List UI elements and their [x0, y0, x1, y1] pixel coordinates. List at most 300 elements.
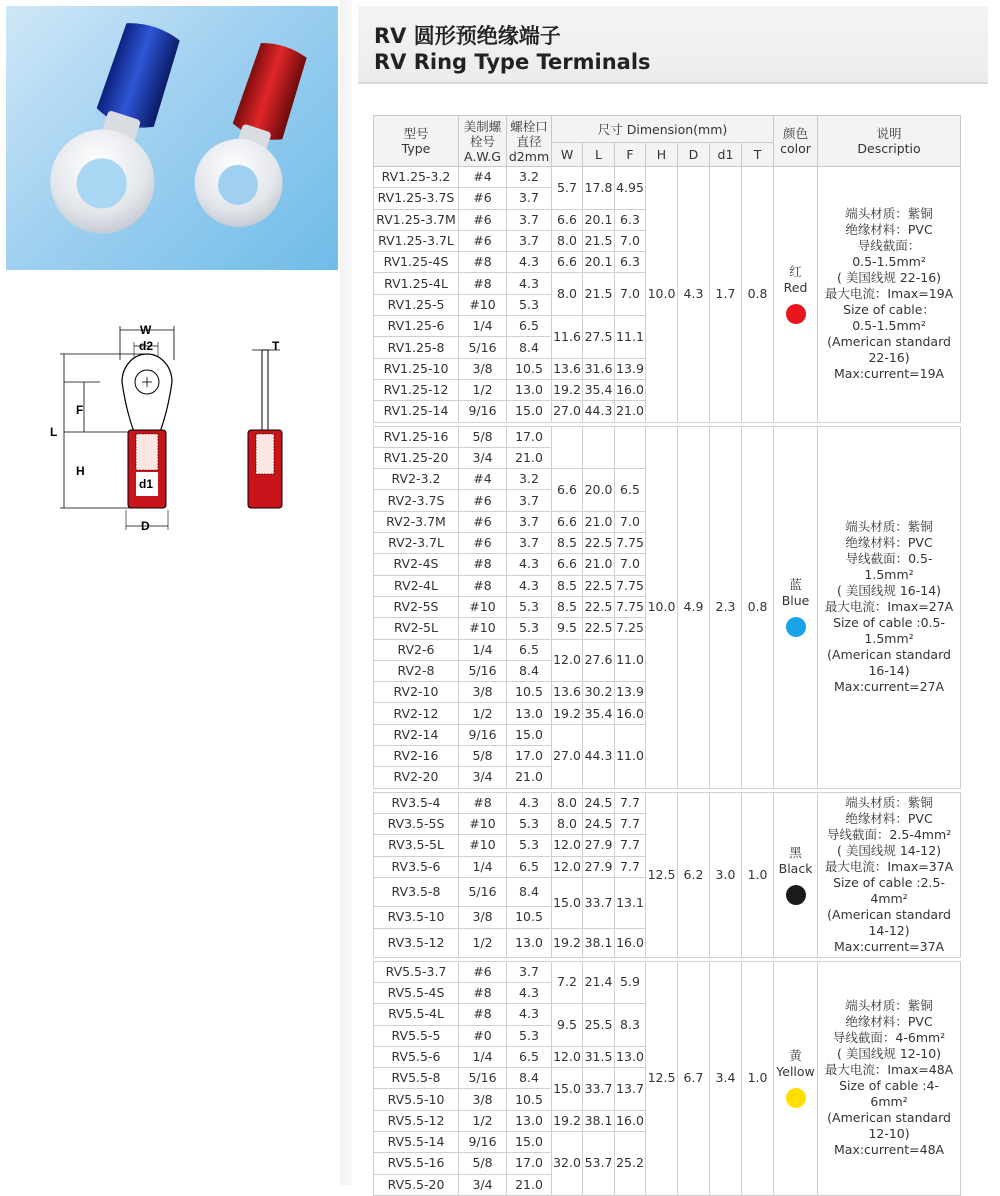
- cell-type: RV3.5-5L: [374, 835, 459, 856]
- cell-l: 22.5: [583, 575, 615, 596]
- cell-w: 8.0: [552, 230, 583, 251]
- description-line: 导线截面：: [857, 238, 921, 254]
- cell-l: [583, 426, 615, 469]
- cell-d2: 3.7: [507, 188, 552, 209]
- cell-type: RV1.25-3.7L: [374, 230, 459, 251]
- cell-d2: 6.5: [507, 1046, 552, 1067]
- header-w: W: [552, 143, 583, 167]
- cell-awg: #0: [459, 1025, 507, 1046]
- description-line: 绝缘材料：PVC: [845, 1014, 933, 1030]
- cell-awg: 3/8: [459, 358, 507, 379]
- cell-d: 6.7: [678, 961, 710, 1195]
- cell-f: 6.3: [615, 209, 646, 230]
- cell-f: 13.9: [615, 358, 646, 379]
- dim-label-w: W: [140, 323, 152, 337]
- dim-label-d1: d1: [139, 477, 154, 491]
- cell-d2: 10.5: [507, 1089, 552, 1110]
- cell-w: 27.0: [552, 401, 583, 422]
- cell-w: 7.2: [552, 961, 583, 1004]
- cell-f: 7.7: [615, 835, 646, 856]
- cell-l: 30.2: [583, 682, 615, 703]
- cell-type: RV5.5-8: [374, 1068, 459, 1089]
- cell-awg: 5/16: [459, 1068, 507, 1089]
- cell-type: RV3.5-4: [374, 792, 459, 813]
- cell-l: 24.5: [583, 792, 615, 813]
- cell-type: RV1.25-4L: [374, 273, 459, 294]
- cell-d2: 5.3: [507, 294, 552, 315]
- product-photo: [6, 6, 338, 270]
- cell-f: 7.75: [615, 596, 646, 617]
- cell-awg: #8: [459, 273, 507, 294]
- dim-label-l: L: [50, 425, 58, 439]
- cell-type: RV2-3.2: [374, 469, 459, 490]
- cell-w: 9.5: [552, 1004, 583, 1047]
- cell-d2: 3.2: [507, 469, 552, 490]
- cell-d2: 6.5: [507, 856, 552, 877]
- header-description: [818, 116, 961, 167]
- cell-d2: 5.3: [507, 1025, 552, 1046]
- cell-f: 13.7: [615, 1068, 646, 1111]
- cell-awg: 1/2: [459, 379, 507, 400]
- cell-f: 25.2: [615, 1131, 646, 1195]
- cell-type: RV1.25-3.7S: [374, 188, 459, 209]
- cell-awg: 3/8: [459, 907, 507, 928]
- cell-awg: 3/4: [459, 767, 507, 788]
- cell-type: RV3.5-5S: [374, 813, 459, 834]
- description-line: 导线截面：4-6mm²: [832, 1030, 946, 1046]
- page-header: [358, 6, 988, 84]
- cell-t: 0.8: [742, 167, 774, 423]
- description-line: 绝缘材料：PVC: [845, 810, 933, 826]
- cell-awg: #8: [459, 554, 507, 575]
- cell-awg: 5/8: [459, 746, 507, 767]
- cell-awg: 3/8: [459, 682, 507, 703]
- cell-l: 38.1: [583, 1110, 615, 1131]
- cell-type: RV2-4L: [374, 575, 459, 596]
- cell-w: 27.0: [552, 724, 583, 788]
- header-t: T: [742, 143, 774, 167]
- cell-w: 19.2: [552, 379, 583, 400]
- cell-w: 15.0: [552, 1068, 583, 1111]
- cell-d2: 4.3: [507, 1004, 552, 1025]
- cell-type: RV5.5-4S: [374, 982, 459, 1003]
- description-line: (American standard: [827, 1110, 951, 1126]
- color-swatch-icon: [786, 617, 806, 637]
- cell-l: 21.5: [583, 273, 615, 316]
- cell-l: 44.3: [583, 724, 615, 788]
- cell-type: RV1.25-4S: [374, 252, 459, 273]
- cell-type: RV5.5-14: [374, 1131, 459, 1152]
- header-d2-cn1: 螺栓口: [510, 118, 548, 134]
- cell-l: 53.7: [583, 1131, 615, 1195]
- cell-type: RV3.5-12: [374, 928, 459, 957]
- cell-f: 6.3: [615, 252, 646, 273]
- cell-d2: 13.0: [507, 379, 552, 400]
- cell-d2: 4.3: [507, 252, 552, 273]
- cell-w: 9.5: [552, 618, 583, 639]
- cell-f: 4.95: [615, 167, 646, 210]
- cell-t: 1.0: [742, 792, 774, 957]
- cell-l: 33.7: [583, 1068, 615, 1111]
- description-line: Max:current=19A: [834, 366, 945, 382]
- description-line: (American standard: [827, 334, 951, 350]
- header-type: [374, 116, 459, 167]
- description-line: 导线截面：2.5-4mm²: [826, 826, 952, 842]
- cell-d2: 3.7: [507, 511, 552, 532]
- description-line: 12-10): [868, 1126, 910, 1142]
- cell-l: 25.5: [583, 1004, 615, 1047]
- cell-w: 6.6: [552, 252, 583, 273]
- cell-f: 13.0: [615, 1046, 646, 1067]
- cell-awg: 5/16: [459, 337, 507, 358]
- cell-awg: 1/2: [459, 1110, 507, 1131]
- description-line: 4mm²: [870, 890, 908, 906]
- cell-type: RV2-10: [374, 682, 459, 703]
- cell-d2: 3.2: [507, 167, 552, 188]
- description-line: 最大电流：Imax=27A: [824, 599, 954, 615]
- cell-f: 13.9: [615, 682, 646, 703]
- cell-l: 21.0: [583, 554, 615, 575]
- cell-d: 4.3: [678, 167, 710, 423]
- title-english: RV Ring Type Terminals: [374, 50, 651, 74]
- cell-d2: 17.0: [507, 426, 552, 447]
- cell-type: RV3.5-10: [374, 907, 459, 928]
- column-divider: [340, 0, 352, 1185]
- cell-d2: 3.7: [507, 490, 552, 511]
- cell-awg: #10: [459, 813, 507, 834]
- cell-type: RV1.25-3.7M: [374, 209, 459, 230]
- cell-awg: 3/8: [459, 1089, 507, 1110]
- cell-l: 27.5: [583, 316, 615, 359]
- description-line: Size of cable：: [843, 302, 935, 318]
- cell-d2: 4.3: [507, 273, 552, 294]
- cell-awg: #6: [459, 533, 507, 554]
- cell-f: 16.0: [615, 928, 646, 957]
- cell-f: 16.0: [615, 379, 646, 400]
- cell-l: 31.6: [583, 358, 615, 379]
- header-h: H: [646, 143, 678, 167]
- title-chinese: RV 圆形预绝缘端子: [374, 24, 561, 48]
- terminal-drawing: [40, 320, 340, 540]
- cell-type: RV2-20: [374, 767, 459, 788]
- cell-d2: 6.5: [507, 639, 552, 660]
- header-color: [774, 116, 818, 167]
- cell-d2: 5.3: [507, 813, 552, 834]
- cell-d2: 13.0: [507, 1110, 552, 1131]
- cell-w: 15.0: [552, 877, 583, 928]
- header-type-cn: 型号: [403, 126, 429, 141]
- cell-awg: #8: [459, 982, 507, 1003]
- color-swatch-icon: [786, 304, 806, 324]
- cell-awg: 5/8: [459, 426, 507, 447]
- description-line: 最大电流：Imax=37A: [824, 858, 954, 874]
- dim-label-d2: d2: [139, 339, 154, 353]
- cell-t: 1.0: [742, 961, 774, 1195]
- cell-f: [615, 426, 646, 469]
- description-line: 最大电流：Imax=19A: [824, 286, 954, 302]
- color-name-en: Blue: [781, 593, 810, 609]
- cell-type: RV5.5-3.7: [374, 961, 459, 982]
- cell-h: 12.5: [646, 961, 678, 1195]
- cell-awg: #6: [459, 511, 507, 532]
- cell-type: RV2-4S: [374, 554, 459, 575]
- cell-type: RV2-3.7M: [374, 511, 459, 532]
- terminal-photo-illustration: [6, 6, 338, 270]
- cell-f: 7.7: [615, 792, 646, 813]
- cell-w: 19.2: [552, 703, 583, 724]
- cell-d1: 3.0: [710, 792, 742, 957]
- cell-w: 8.5: [552, 596, 583, 617]
- cell-type: RV1.25-20: [374, 447, 459, 468]
- description-line: ( 美国线规 12-10): [837, 1046, 942, 1062]
- cell-d2: 10.5: [507, 358, 552, 379]
- cell-w: 8.5: [552, 575, 583, 596]
- cell-type: RV1.25-10: [374, 358, 459, 379]
- cell-w: 6.6: [552, 209, 583, 230]
- cell-t: 0.8: [742, 426, 774, 788]
- description-line: 1.5mm²: [864, 631, 914, 647]
- header-d1: d1: [710, 143, 742, 167]
- cell-d1: 1.7: [710, 167, 742, 423]
- description-line: ( 美国线规 14-12): [837, 842, 942, 858]
- table-head: [374, 116, 961, 167]
- cell-f: 11.1: [615, 316, 646, 359]
- cell-awg: #4: [459, 167, 507, 188]
- cell-w: 5.7: [552, 167, 583, 210]
- cell-awg: 9/16: [459, 401, 507, 422]
- color-name-en: Red: [783, 280, 808, 296]
- description-line: 绝缘材料：PVC: [845, 535, 933, 551]
- cell-type: RV5.5-4L: [374, 1004, 459, 1025]
- cell-l: 31.5: [583, 1046, 615, 1067]
- cell-awg: #10: [459, 294, 507, 315]
- cell-awg: #4: [459, 469, 507, 490]
- color-swatch-icon: [786, 1088, 806, 1108]
- cell-color: [774, 167, 818, 423]
- cell-description: [818, 792, 961, 957]
- cell-type: RV2-5S: [374, 596, 459, 617]
- cell-l: 27.6: [583, 639, 615, 682]
- header-d2-cn2: 直径: [516, 133, 542, 149]
- cell-awg: 1/4: [459, 1046, 507, 1067]
- cell-f: 7.75: [615, 575, 646, 596]
- description-line: 导线截面：0.5-1.5mm²: [845, 551, 933, 583]
- table-body: [374, 167, 961, 1196]
- spec-table-wrap: [373, 115, 960, 1196]
- table-row: [374, 961, 961, 982]
- cell-color: [774, 961, 818, 1195]
- cell-f: 11.0: [615, 639, 646, 682]
- cell-d2: 4.3: [507, 575, 552, 596]
- cell-awg: #10: [459, 835, 507, 856]
- cell-d2: 8.4: [507, 1068, 552, 1089]
- header-desc-en: Descriptio: [857, 141, 921, 156]
- cell-l: 27.9: [583, 835, 615, 856]
- cell-awg: 1/4: [459, 856, 507, 877]
- cell-d2: 8.4: [507, 877, 552, 907]
- cell-type: RV1.25-5: [374, 294, 459, 315]
- cell-l: 20.1: [583, 209, 615, 230]
- cell-f: 7.0: [615, 230, 646, 251]
- cell-d2: 15.0: [507, 724, 552, 745]
- description-line: Max:current=37A: [834, 938, 945, 954]
- cell-l: 20.0: [583, 469, 615, 512]
- cell-color: [774, 792, 818, 957]
- cell-awg: 5/8: [459, 1153, 507, 1174]
- left-column: [0, 0, 340, 1185]
- cell-type: RV2-5L: [374, 618, 459, 639]
- cell-d2: 10.5: [507, 682, 552, 703]
- header-type-en: Type: [401, 141, 431, 156]
- cell-w: 6.6: [552, 511, 583, 532]
- cell-awg: #10: [459, 618, 507, 639]
- header-d2-en: d2mm: [508, 148, 550, 164]
- cell-awg: 9/16: [459, 1131, 507, 1152]
- cell-f: 7.0: [615, 554, 646, 575]
- description-line: (American standard: [827, 906, 951, 922]
- description-line: 16-14): [868, 663, 910, 679]
- cell-f: 16.0: [615, 703, 646, 724]
- cell-f: 13.1: [615, 877, 646, 928]
- cell-awg: #8: [459, 575, 507, 596]
- cell-d2: 6.5: [507, 316, 552, 337]
- cell-f: 7.7: [615, 856, 646, 877]
- description-line: 0.5-1.5mm²: [852, 254, 926, 270]
- cell-l: 21.5: [583, 230, 615, 251]
- header-awg: [459, 116, 507, 167]
- description-line: 14-12): [868, 922, 910, 938]
- cell-w: 8.5: [552, 533, 583, 554]
- cell-l: 22.5: [583, 533, 615, 554]
- description-line: 端头材质：紫铜: [845, 519, 933, 535]
- cell-w: 19.2: [552, 1110, 583, 1131]
- cell-d: 6.2: [678, 792, 710, 957]
- cell-l: 35.4: [583, 703, 615, 724]
- cell-type: RV2-16: [374, 746, 459, 767]
- cell-h: 10.0: [646, 426, 678, 788]
- cell-w: 6.6: [552, 554, 583, 575]
- cell-d1: 2.3: [710, 426, 742, 788]
- cell-f: 7.75: [615, 533, 646, 554]
- cell-d2: 3.7: [507, 533, 552, 554]
- cell-d2: 8.4: [507, 337, 552, 358]
- cell-awg: #10: [459, 596, 507, 617]
- cell-d2: 21.0: [507, 447, 552, 468]
- cell-f: 7.7: [615, 813, 646, 834]
- table-row: [374, 426, 961, 447]
- cell-d2: 15.0: [507, 401, 552, 422]
- header-awg-en: A.W.G: [464, 148, 501, 164]
- cell-type: RV2-3.7S: [374, 490, 459, 511]
- cell-type: RV2-3.7L: [374, 533, 459, 554]
- cell-d2: 3.7: [507, 209, 552, 230]
- header-desc-cn: 说明: [876, 126, 902, 141]
- color-name-cn: 红: [789, 264, 802, 280]
- cell-l: 24.5: [583, 813, 615, 834]
- cell-d2: 8.4: [507, 660, 552, 681]
- cell-w: 6.6: [552, 469, 583, 512]
- cell-d2: 17.0: [507, 1153, 552, 1174]
- cell-awg: #6: [459, 188, 507, 209]
- color-name-en: Yellow: [776, 1064, 815, 1080]
- table-row: [374, 167, 961, 188]
- cell-w: 12.0: [552, 639, 583, 682]
- cell-type: RV1.25-12: [374, 379, 459, 400]
- cell-f: 7.0: [615, 511, 646, 532]
- description-line: Size of cable :0.5-: [833, 615, 945, 631]
- cell-type: RV5.5-5: [374, 1025, 459, 1046]
- cell-l: 22.5: [583, 618, 615, 639]
- color-name-cn: 蓝: [789, 577, 802, 593]
- cell-f: 16.0: [615, 1110, 646, 1131]
- cell-d2: 4.3: [507, 982, 552, 1003]
- description-line: 端头材质：紫铜: [845, 794, 933, 810]
- color-name-en: Black: [778, 860, 813, 876]
- cell-type: RV2-12: [374, 703, 459, 724]
- cell-awg: 5/16: [459, 877, 507, 907]
- cell-w: 8.0: [552, 273, 583, 316]
- cell-d1: 3.4: [710, 961, 742, 1195]
- cell-d2: 3.7: [507, 230, 552, 251]
- cell-d2: 13.0: [507, 928, 552, 957]
- header-awg-cn2: 栓号: [469, 133, 495, 149]
- cell-f: 6.5: [615, 469, 646, 512]
- cell-w: 12.0: [552, 1046, 583, 1067]
- description-line: Max:current=48A: [834, 1142, 945, 1158]
- cell-type: RV1.25-8: [374, 337, 459, 358]
- cell-h: 12.5: [646, 792, 678, 957]
- cell-d2: 21.0: [507, 1174, 552, 1195]
- cell-awg: #6: [459, 490, 507, 511]
- cell-f: 11.0: [615, 724, 646, 788]
- cell-l: 22.5: [583, 596, 615, 617]
- description-line: ( 美国线规 16-14): [837, 583, 942, 599]
- cell-l: 21.0: [583, 511, 615, 532]
- description-line: Max:current=27A: [834, 679, 945, 695]
- cell-d2: 10.5: [507, 907, 552, 928]
- cell-awg: #8: [459, 1004, 507, 1025]
- description-line: 端头材质：紫铜: [845, 998, 933, 1014]
- cell-d2: 5.3: [507, 618, 552, 639]
- dim-label-h: H: [76, 464, 85, 478]
- color-name-cn: 黄: [789, 1048, 802, 1064]
- cell-w: 13.6: [552, 682, 583, 703]
- cell-description: [818, 167, 961, 423]
- cell-f: 7.25: [615, 618, 646, 639]
- cell-type: RV3.5-8: [374, 877, 459, 907]
- cell-w: 32.0: [552, 1131, 583, 1195]
- cell-d2: 5.3: [507, 596, 552, 617]
- cell-d2: 4.3: [507, 554, 552, 575]
- cell-awg: 3/4: [459, 447, 507, 468]
- color-swatch-icon: [786, 885, 806, 905]
- header-awg-cn1: 美制螺: [463, 118, 502, 134]
- cell-w: 11.6: [552, 316, 583, 359]
- description-line: (American standard: [827, 647, 951, 663]
- description-line: 端头材质：紫铜: [845, 206, 933, 222]
- cell-f: 5.9: [615, 961, 646, 1004]
- cell-awg: 1/2: [459, 928, 507, 957]
- cell-awg: #8: [459, 792, 507, 813]
- cell-l: 17.8: [583, 167, 615, 210]
- cell-w: 12.0: [552, 856, 583, 877]
- description-line: 绝缘材料：PVC: [845, 222, 933, 238]
- header-f: F: [615, 143, 646, 167]
- cell-l: 20.1: [583, 252, 615, 273]
- cell-l: 27.9: [583, 856, 615, 877]
- header-l: L: [583, 143, 615, 167]
- cell-type: RV2-6: [374, 639, 459, 660]
